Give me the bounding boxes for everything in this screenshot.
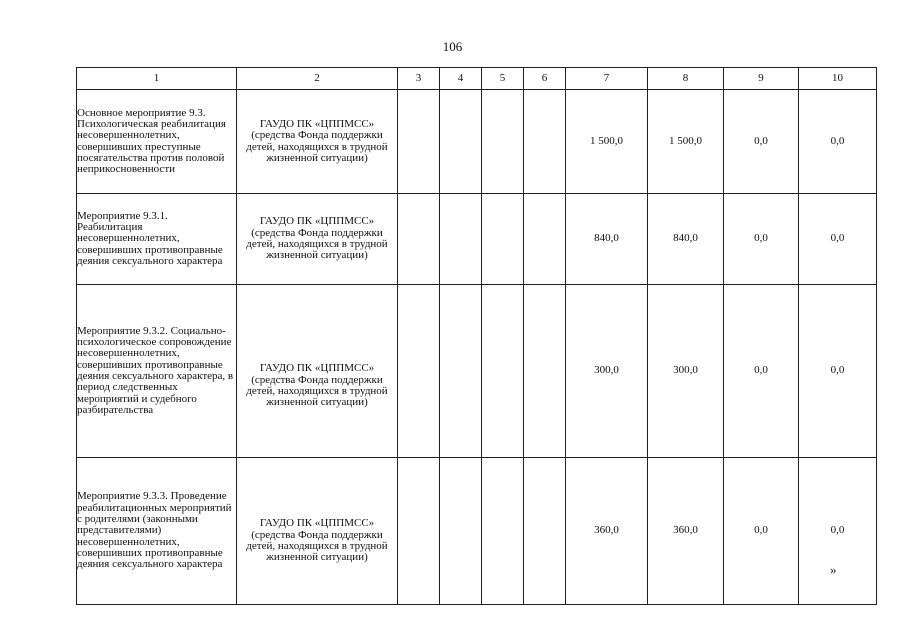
cell-3 [398,285,440,458]
cell-5 [482,285,524,458]
cell-7: 1 500,0 [566,90,648,194]
table-row [77,90,877,194]
executor-cell: ГАУДО ПК «ЦППМСС» (средства Фонда поддержки детей, находящихся в трудной жизненной ситуации) [237,194,398,285]
cell-5 [482,90,524,194]
cell-8: 1 500,0 [648,90,724,194]
cell-7: 300,0 [566,285,648,458]
cell-6 [524,194,566,285]
cell-9: 0,0 [724,285,799,458]
activity-name: Мероприятие 9.3.2. Социально-психологическое сопровождение несовершеннолетних, совершивших противоправные деяния сексуального характера, в период следственных мероприятий и судебного разбирательства [77,285,237,458]
cell-9: 0,0 [724,458,799,605]
header-cell: 7 [566,68,648,90]
header-cell: 4 [440,68,482,90]
header-cell: 9 [724,68,799,90]
header-cell: 2 [237,68,398,90]
header-cell: 6 [524,68,566,90]
cell-7: 360,0 [566,458,648,605]
cell-4 [440,194,482,285]
cell-5 [482,194,524,285]
cell-9: 0,0 [724,194,799,285]
cell-4 [440,90,482,194]
header-cell: 5 [482,68,524,90]
header-cell: 1 [77,68,237,90]
executor-cell: ГАУДО ПК «ЦППМСС» (средства Фонда поддержки детей, находящихся в трудной жизненной ситуации) [237,90,398,194]
cell-10: 0,0 [799,194,877,285]
cell-7: 840,0 [566,194,648,285]
cell-8: 360,0 [648,458,724,605]
activity-name: Мероприятие 9.3.1. Реабилитация несовершеннолетних, совершивших противоправные деяния сексуального характера [77,194,237,285]
cell-9: 0,0 [724,90,799,194]
header-cell: 3 [398,68,440,90]
table-row [77,285,877,458]
cell-4 [440,285,482,458]
cell-6 [524,90,566,194]
activity-name: Мероприятие 9.3.3. Проведение реабилитационных мероприятий с родителями (законными представителями) несовершеннолетних, совершивших противоправные деяния сексуального характера [77,458,237,605]
cell-10: 0,0 [799,285,877,458]
table-row [77,194,877,285]
header-row [77,68,877,90]
header-cell: 8 [648,68,724,90]
activity-name: Основное мероприятие 9.3. Психологическая реабилитация несовершеннолетних, совершивших преступные посягательства против половой неприкосновенности [77,90,237,194]
executor-cell: ГАУДО ПК «ЦППМСС» (средства Фонда поддержки детей, находящихся в трудной жизненной ситуации) [237,285,398,458]
cell-6 [524,458,566,605]
cell-6 [524,285,566,458]
budget-table [76,67,877,605]
cell-10: 0,0 [799,90,877,194]
cell-3 [398,458,440,605]
table-row [77,458,877,605]
cell-10: 0,0 [799,458,877,605]
cell-4 [440,458,482,605]
cell-3 [398,194,440,285]
cell-5 [482,458,524,605]
continuation-mark: » [830,562,837,577]
header-cell: 10 [799,68,877,90]
cell-8: 300,0 [648,285,724,458]
page-number: 106 [442,39,463,54]
executor-cell: ГАУДО ПК «ЦППМСС» (средства Фонда поддержки детей, находящихся в трудной жизненной ситуации) [237,458,398,605]
cell-3 [398,90,440,194]
cell-8: 840,0 [648,194,724,285]
